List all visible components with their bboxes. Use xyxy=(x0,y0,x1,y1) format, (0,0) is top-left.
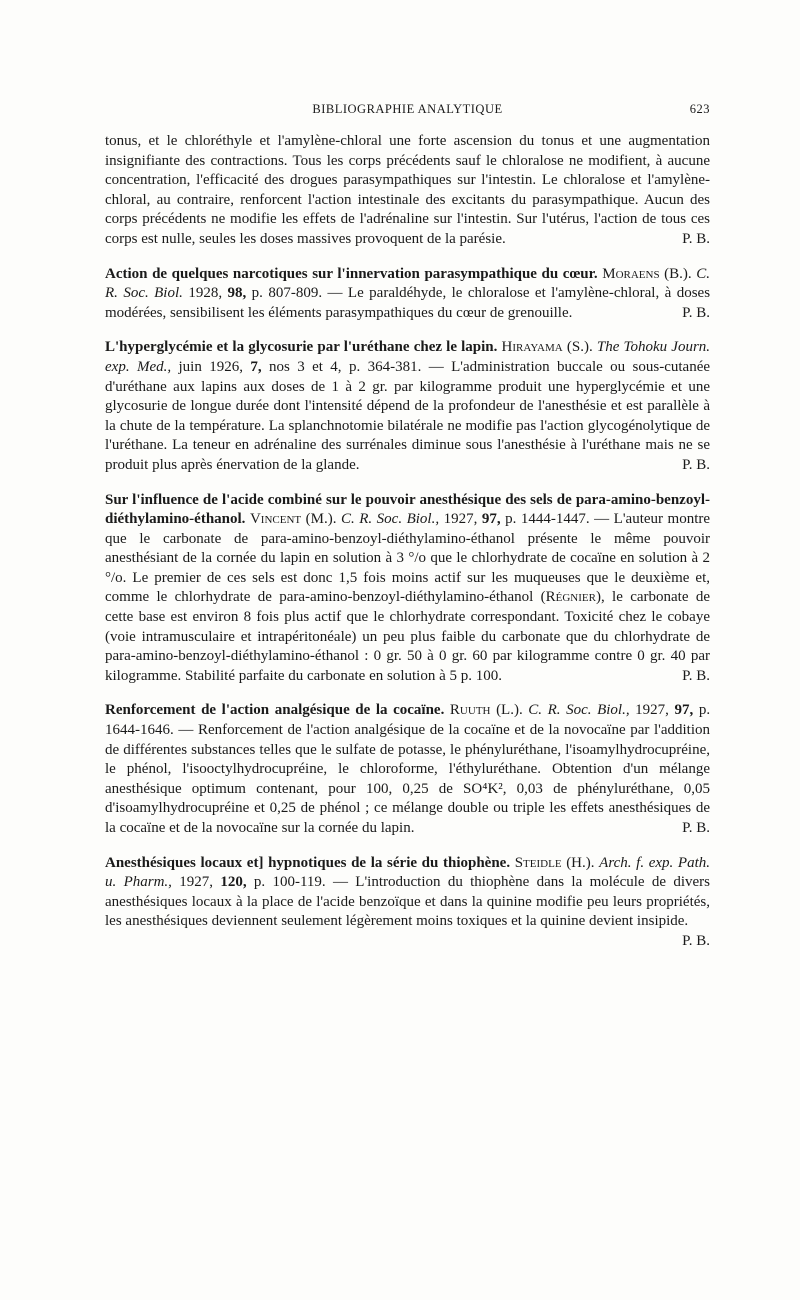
entry-title: Anesthésiques locaux et] hypnotiques de la série du thiophène. xyxy=(105,854,511,871)
entry-year: 1927, xyxy=(179,874,213,891)
entry-author: Hirayama xyxy=(501,339,563,356)
entry-signature: P. B. xyxy=(682,230,710,247)
entry-pages: nos 3 et 4, p. 364-381. xyxy=(269,358,422,375)
entry-volume: 7, xyxy=(250,358,262,375)
entry-paragraph xyxy=(105,701,710,838)
entry-signature: P. B. xyxy=(682,667,710,684)
entry-abstract-part: — L'auteur montre que le carbonate de para-amino-benzoyl-diéthylamino-éthanol présente le même pouvoir anesthésiant de la cornée du lapin en solution à 3 °/o que le chlorhydrate de cocaïne en solution à 2 °/o. Le premier de ces sels est donc 1,5 fois moins actif sur les muqueuses que le deuxième et, comme le chlorhydrate de para-amino-benzoyl-diéthylamino-éthanol ( xyxy=(105,511,711,606)
article-body xyxy=(105,132,710,952)
entry-year: 1927, xyxy=(443,511,478,528)
entry-volume: 97, xyxy=(674,702,694,719)
entry-volume: 98, xyxy=(227,285,247,302)
entry-abstract: tonus, et le chloréthyle et l'amylène-chloral une forte ascension du tonus et une augmentation insignifiante des contractions. Tous les corps précédents sauf le chloralose ne modifient, à aucune concentration, l'efficacité des drogues parasympathiques sur l'intestin. Le chloralose et l'amylène-chloral, au contraire, renforcent l'action intestinale des excitants du parasympathique. Aucun des corps précédents ne modifie les effets de l'adrénaline sur l'intestin. Sur l'utérus, l'action de tous ces corps est nulle, seules les doses massives provoquent de la parésie. xyxy=(105,133,710,247)
entry-abstract: — Renforcement de l'action analgésique de la cocaïne et de la novocaïne par l'addition de différentes substances telles que le sulfate de potasse, le phényluréthane, l'isoamylhydrocupréine, le phénol, l'isooctylhydrocupréine, le chloroforme, l'éthyluréthane. Obtention d'un mélange anesthésique optimum contenant, pour 100, 0,25 de SO⁴K², 0,03 de phényluréthane, 0,05 d'isoamylhydrocupréine et 0,25 de phénol ; ce mélange double ou triple les effets anesthésiques de la cocaïne et de la novocaïne sur la cornée du lapin. xyxy=(105,722,711,836)
entry-pages: p. 1644-1646. xyxy=(105,702,711,739)
running-header xyxy=(105,102,710,122)
entry-pages: p. 807-809. xyxy=(251,285,323,302)
bibliography-entry xyxy=(105,338,710,475)
entry-journal: C. R. Soc. Biol. xyxy=(105,265,711,302)
entry-author-initials: (S.). xyxy=(566,339,593,356)
entry-year: juin 1926, xyxy=(178,358,243,375)
running-title: BIBLIOGRAPHIE ANALYTIQUE xyxy=(312,102,503,116)
entry-author-initials: (H.). xyxy=(566,854,595,871)
entry-journal: C. R. Soc. Biol., xyxy=(528,702,630,719)
entry-author-initials: (B.). xyxy=(664,265,692,282)
bibliography-entry xyxy=(105,701,710,838)
bibliography-entry-continuation xyxy=(105,132,710,250)
entry-author-initials: (L.). xyxy=(496,702,523,719)
entry-pages: p. 1444-1447. xyxy=(505,511,590,528)
entry-title: Renforcement de l'action analgésique de la cocaïne. xyxy=(105,702,445,719)
entry-journal: Arch. f. exp. Path. u. Pharm., xyxy=(105,854,710,891)
entry-journal: The Tohoku Journ. exp. Med., xyxy=(105,339,711,375)
entry-year: 1928, xyxy=(188,285,223,302)
entry-inline-reference: Régnier xyxy=(545,589,596,606)
entry-author: Ruuth xyxy=(449,702,491,719)
entry-signature: P. B. xyxy=(682,820,710,836)
entry-abstract: — L'administration buccale ou sous-cutanée d'uréthane aux lapins aux doses de 1 à 2 gr. par kilogramme produit une hyperglycémie et une glycosurie de longue durée dont l'intensité dépend de la profondeur de l'anesthésie et est parallèle à la chute de la température. La splanchnotomie bilatérale ne modifie pas l'action glycogénolytique de l'uréthane. La teneur en adrénaline des surrénales diminue sous l'anesthésie à l'uréthane mais ne se produit plus après énervation de la glande. xyxy=(105,358,711,473)
entry-paragraph xyxy=(105,265,710,324)
entry-paragraph xyxy=(105,132,710,250)
entry-title: L'hyperglycémie et la glycosurie par l'uréthane chez le lapin. xyxy=(105,339,498,356)
entry-signature: P. B. xyxy=(682,456,710,473)
entry-author-initials: (M.). xyxy=(305,511,337,528)
entry-signature: P. B. xyxy=(682,932,710,949)
entry-author: Vincent xyxy=(249,511,302,528)
entry-author: Moraens xyxy=(602,265,660,282)
entry-title: Sur l'influence de l'acide combiné sur le pouvoir anesthésique des sels de para-amino-benzoyl-diéthylamino-éthanol. xyxy=(105,491,710,528)
entry-abstract: — Le paraldéhyde, le chloralose et l'amylène-chloral, à doses modérées, sensibilisent les éléments parasympathiques du cœur de grenouille. xyxy=(105,285,711,321)
entry-journal: C. R. Soc. Biol., xyxy=(340,511,440,528)
page-number: 623 xyxy=(689,102,710,116)
entry-paragraph xyxy=(105,338,710,475)
entry-abstract: — L'introduction du thiophène dans la molécule de divers anesthésiques locaux à la place de l'acide benzoïque et dans la quinine modifie peu leurs propriétés, les anesthésiques deviennent seulement légèrement moins toxiques et la quinine devient insipide. xyxy=(105,874,711,930)
bibliography-entry xyxy=(105,854,710,952)
entry-volume: 97, xyxy=(481,511,501,528)
entry-signature: P. B. xyxy=(682,304,710,321)
entry-paragraph xyxy=(105,854,711,949)
entry-author: Steidle xyxy=(514,854,562,871)
entry-title: Action de quelques narcotiques sur l'innervation parasympathique du cœur. xyxy=(105,265,598,282)
entry-year: 1927, xyxy=(635,702,669,719)
entry-paragraph xyxy=(105,491,710,687)
bibliography-entry xyxy=(105,491,710,687)
bibliography-entry xyxy=(105,265,710,324)
entry-pages: p. 100-119. xyxy=(253,874,326,891)
entry-volume: 120, xyxy=(220,874,247,891)
entry-abstract: ), le carbonate de cette base est environ 8 fois plus actif que le chlorhydrate correspondant. Toxicité chez le cobaye (voie intramusculaire et intrapéritonéale) un peu plus faible du carbonate que du chlorhydrate de para-amino-benzoyl-diéthylamino-éthanol : 0 gr. 50 à 0 gr. 60 par kilogramme contre 0 gr. 40 par kilogramme. Stabilité parfaite du carbonate en solution à 5 p. 100. xyxy=(105,589,710,684)
